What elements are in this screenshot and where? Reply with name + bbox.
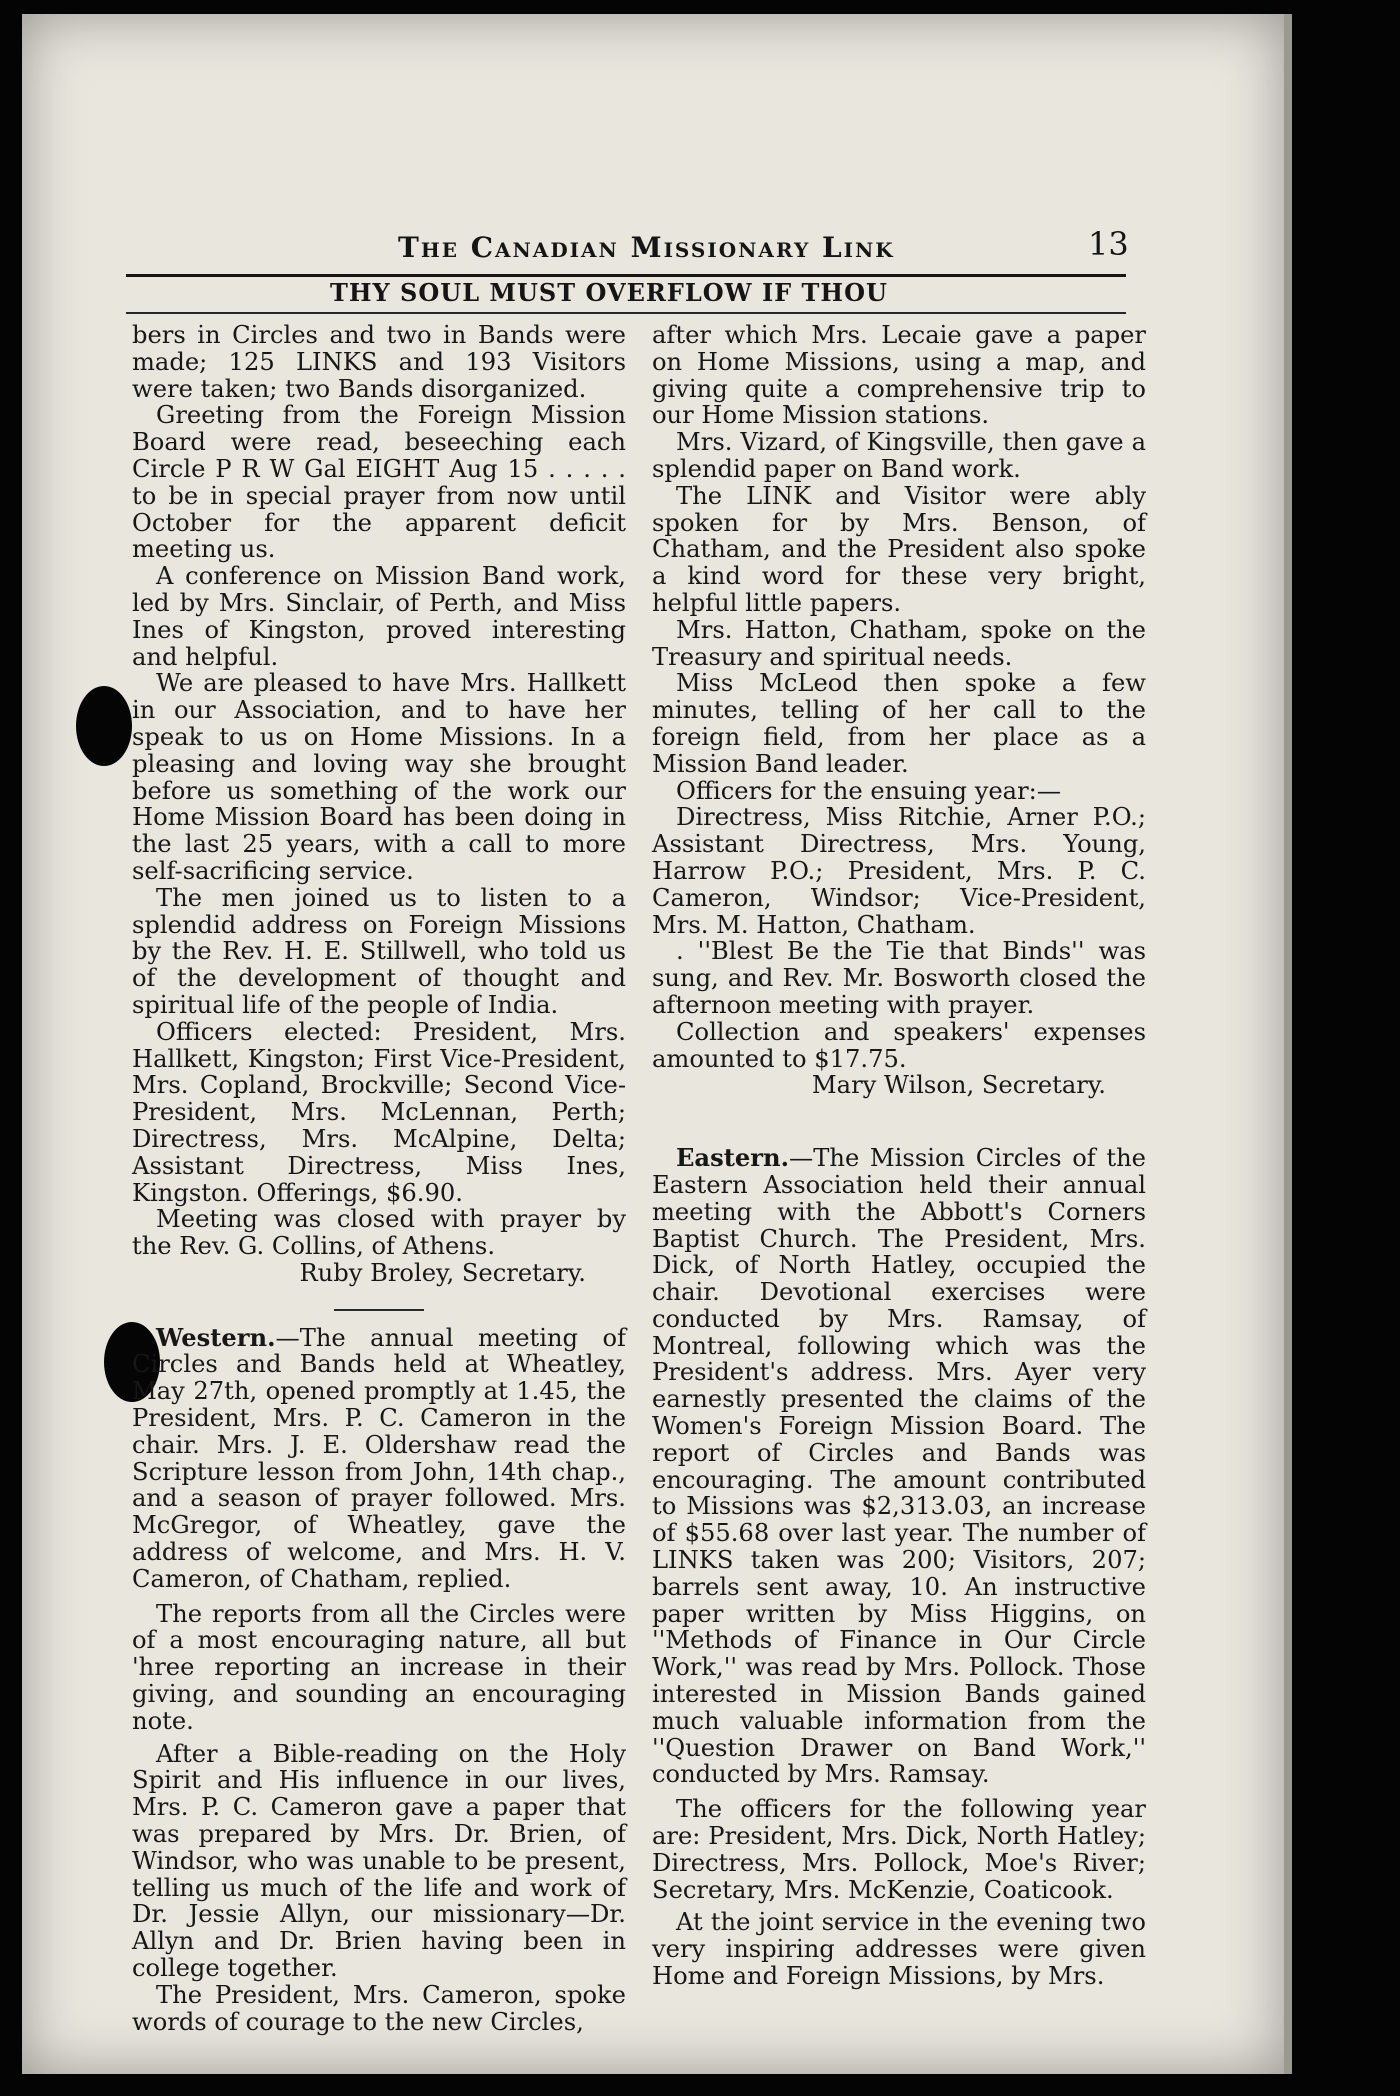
page-edge: [1284, 14, 1292, 2074]
paragraph: Greeting from the Foreign Mission Board were read, beseeching each Circle P R W Gal EIGHT Aug 15 . . . . . to be in special prayer from now until October for the apparent deficit meeting us.: [132, 401, 626, 564]
eastern-section: [652, 1145, 1146, 1788]
paragraph: The men joined us to listen to a splendid address on Foreign Missions by the Rev. H. E. Stillwell, who told us of the development of thought and spiritual life of the people of India.: [132, 883, 626, 1019]
page-number: 13: [1088, 225, 1129, 263]
paragraph: after which Mrs. Lecaie gave a paper on Home Missions, using a map, and giving quite a comprehensive trip to our Home Mission stations.: [652, 321, 1146, 430]
running-head: [120, 225, 1160, 275]
paragraph: A conference on Mission Band work, led by Mrs. Sinclair, of Perth, and Miss Ines of Kingston, proved interesting and helpful.: [132, 562, 626, 671]
paragraph: Mrs. Vizard, of Kingsville, then gave a splendid paper on Band work.: [652, 428, 1146, 483]
section-text: —The Mission Circles of the Eastern Association held their annual meeting with the Abbott's Corners Baptist Church. The President, Mrs. Dick, of North Hatley, occupied the chair. Devotional exercises were conducted by Mrs. Ramsay, of Montreal, following which was the President's address. Mrs. Ayer very earnestly presented the claims of the Women's Foreign Mission Board. The report of Circles and Bands was encouraging. The amount contributed to Missions was $2,313.03, an increase of $55.68 over last year. The number of LINKS taken was 200; Visitors, 207; barrels sent away, 10. An instructive paper written by Miss Higgins, on ''Methods of Finance in Our Circle Work,'' was read by Mrs. Pollock. Those interested in Mission Bands gained much valuable information from the ''Question Drawer on Band Work,'' conducted by Mrs. Ramsay.: [652, 1144, 1146, 1789]
paragraph: The LINK and Visitor were ably spoken for by Mrs. Benson, of Chatham, and the President also spoke a kind word for these very bright, helpful little papers.: [652, 481, 1146, 617]
section-lead: Western.: [156, 1322, 276, 1352]
section-lead: Eastern.: [676, 1143, 790, 1173]
paragraph: Meeting was closed with prayer by the Rev. G. Collins, of Athens.: [132, 1205, 626, 1261]
paragraph: Directress, Miss Ritchie, Arner P.O.; Assistant Directress, Mrs. Young, Harrow P.O.; President, Mrs. P. C. Cameron, Windsor; Vice-President, Mrs. M. Hatton, Chatham.: [652, 803, 1146, 939]
signature: Ruby Broley, Secretary.: [299, 1258, 586, 1287]
paragraph: Collection and speakers' expenses amounted to $17.75.: [652, 1017, 1146, 1073]
paragraph: bers in Circles and two in Bands were made; 125 LINKS and 193 Visitors were taken; two Bands disorganized.: [132, 321, 626, 403]
western-section: [132, 1322, 626, 1593]
paragraph: After a Bible-reading on the Holy Spirit and His influence in our lives, Mrs. P. C. Cameron gave a paper that was prepared by Mrs. Dr. Brien, of Windsor, who was unable to be present, telling us much of the life and work of Dr. Jessie Allyn, our missionary—Dr. Allyn and Dr. Brien having been in college together.: [132, 1739, 626, 1983]
signature: Mary Wilson, Secretary.: [811, 1071, 1106, 1100]
section-divider: [334, 1309, 424, 1311]
header-rule: [126, 274, 1126, 277]
paragraph: Officers for the ensuing year:—: [676, 776, 1062, 805]
paragraph: The reports from all the Circles were of a most encouraging nature, all but 'hree reporting an increase in their giving, and sounding an encouraging note.: [132, 1599, 626, 1735]
paragraph: . ''Blest Be the Tie that Binds'' was sung, and Rev. Mr. Bosworth closed the afternoon meeting with prayer.: [652, 937, 1146, 1019]
paragraph: We are pleased to have Mrs. Hallkett in our Association, and to have her speak to us on Home Missions. In a pleasing and loving way she brought before us something of the work our Home Mission Board has been doing in the last 25 years, with a call to more self-sacrificing service.: [132, 669, 626, 885]
section-text: —The annual meeting of Circles and Bands held at Wheatley, May 27th, opened promptly at 1.45, the President, Mrs. P. C. Cameron in the chair. Mrs. J. E. Oldershaw read the Scripture lesson from John, 14th chap., and a season of prayer followed. Mrs. McGregor, of Wheatley, gave the address of welcome, and Mrs. H. V. Cameron, of Chatham, replied.: [132, 1323, 626, 1593]
paragraph: The President, Mrs. Cameron, spoke words of courage to the new Circles,: [132, 1980, 626, 2036]
paragraph: Mrs. Hatton, Chatham, spoke on the Treasury and spiritual needs.: [652, 615, 1146, 671]
left-column: [132, 322, 626, 2035]
paragraph: Officers elected: President, Mrs. Hallkett, Kingston; First Vice-President, Mrs. Copland, Brockville; Second Vice-President, Mrs. McLennan, Perth; Directress, Mrs. McAlpine, Delta; Assistant Directress, Miss Ines, Kingston. Offerings, $6.90.: [132, 1017, 626, 1207]
journal-title: The Canadian Missionary Link: [398, 231, 895, 264]
page-banner: THY SOUL MUST OVERFLOW IF THOU: [330, 278, 888, 307]
punch-hole: [76, 686, 132, 766]
right-column: [652, 322, 1146, 1990]
paragraph: Miss McLeod then spoke a few minutes, telling of her call to the foreign field, from her place as a Mission Band leader.: [652, 669, 1146, 778]
paragraph: The officers for the following year are: President, Mrs. Dick, North Hatley; Directress, Mrs. Pollock, Moe's River; Secretary, Mrs. McKenzie, Coaticook.: [652, 1795, 1146, 1904]
banner-rule: [126, 312, 1126, 314]
paragraph: At the joint service in the evening two very inspiring addresses were given Home and Foreign Missions, by Mrs.: [652, 1908, 1146, 1991]
